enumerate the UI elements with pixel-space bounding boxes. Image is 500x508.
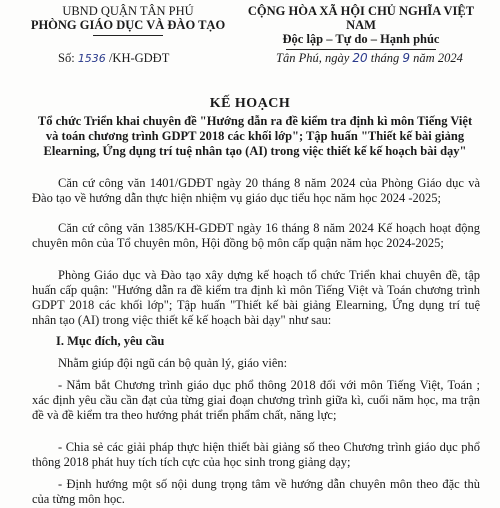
document-title: KẾ HOẠCH xyxy=(209,96,291,111)
date-prefix: Tân Phú, ngày xyxy=(276,51,350,65)
document-number xyxy=(58,51,169,66)
national-header xyxy=(232,4,490,50)
paragraph-intro: Phòng Giáo dục và Đào tạo xây dựng kế hoạch tổ chức Triển khai chuyên đề, tập huấn cấp quận: "Hướng dẫn ra đề kiểm tra định kì môn Tiếng Việt và Toán chương trình GDPT 2018 các khối lớp"; Tập huấn "Thiết kế bài giảng Elearning, Ứng dụng trí tuệ nhân tạo (AI) trong việc thiết kế kế hoạch bài dạy" như sau: xyxy=(32,268,480,327)
national-motto: Độc lập – Tự do – Hạnh phúc xyxy=(282,32,440,46)
motto-underline xyxy=(286,49,436,50)
paragraph-legal-basis-1: Căn cứ công văn 1401/GDĐT ngày 20 tháng 8 năm 2024 của Phòng Giáo dục và Đào tạo về hướng dẫn thực hiện nhiệm vụ giáo dục tiểu học năm học 2024 -2025; xyxy=(32,176,480,205)
org-name: UBND QUẬN TÂN PHÚ xyxy=(62,4,194,18)
section-heading-purpose: I. Mục đích, yêu cầu xyxy=(56,334,165,348)
place-date xyxy=(276,51,463,66)
date-day: 20 xyxy=(352,51,368,65)
nation-name: CỘNG HÒA XÃ HỘI CHỦ NGHĨA VIỆT NAM xyxy=(247,4,475,32)
doc-number-suffix: /KH-GDĐT xyxy=(108,51,170,65)
date-month-label: tháng xyxy=(370,51,400,65)
document-subject: Tổ chức Triển khai chuyên đề "Hướng dẫn ra đề kiểm tra định kì môn Tiếng Việt và toán chương trình GDPT 2018 các khối lớp"; Tập huấn "Thiết kế bài giảng Elearning, Ứng dụng trí tuệ nhân tạo (AI) trong việc thiết kế kế hoạch bài dạy" xyxy=(37,114,473,158)
doc-number-handwritten: 1536 xyxy=(77,52,106,65)
doc-number-prefix: Số: xyxy=(58,51,75,65)
paragraph-purpose-intro: Nhằm giúp đội ngũ cán bộ quản lý, giáo viên: xyxy=(58,356,288,370)
date-year: năm 2024 xyxy=(413,51,463,65)
paragraph-bullet-2: - Chia sẻ các giải pháp thực hiện thiết bài giảng số theo Chương trình giáo dục phổ thông 2018 phát huy tích tích cực của học sinh trong giảng dạy; xyxy=(32,440,480,469)
department-name: PHÒNG GIÁO DỤC VÀ ĐÀO TẠO xyxy=(30,18,226,32)
issuer-underline xyxy=(93,35,163,36)
issuer-header xyxy=(28,4,228,36)
paragraph-bullet-1: - Nắm bắt Chương trình giáo dục phổ thông 2018 đối với môn Tiếng Việt, Toán ; xác định yêu cầu cần đạt của từng giai đoạn chương trình giữa kì, cuối năm học, ma trận đề và đề kiểm tra theo hướng phát triển phẩm chất, năng lực; xyxy=(32,378,480,422)
date-month: 9 xyxy=(402,51,411,65)
paragraph-bullet-3: - Định hướng một số nội dung trọng tâm về hướng dẫn chuyên môn theo đặc thù của từng môn học. xyxy=(32,477,480,506)
paragraph-legal-basis-2: Căn cứ công văn 1385/KH-GDĐT ngày 16 tháng 8 năm 2024 Kế hoạch hoạt động chuyên môn của Tổ chuyên môn, Hội đồng bộ môn cấp quận năm học 2024-2025; xyxy=(32,221,480,250)
